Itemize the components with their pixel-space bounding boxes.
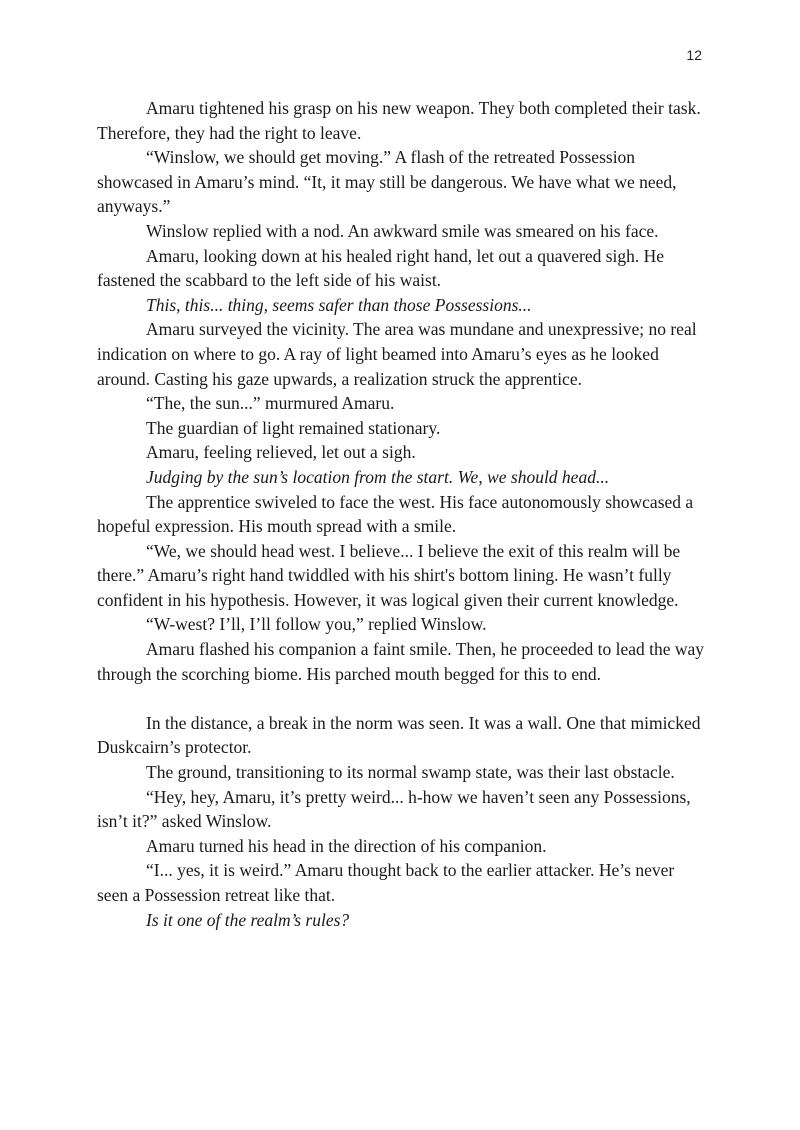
- paragraph: “W-west? I’ll, I’ll follow you,” replied Winslow.: [146, 614, 487, 635]
- paragraph: Amaru, feeling relieved, let out a sigh.: [146, 442, 416, 463]
- paragraph: “The, the sun...” murmured Amaru.: [146, 393, 395, 414]
- body-text: [97, 96, 709, 932]
- page-number: 12: [686, 47, 702, 63]
- paragraph: “We, we should head west. I believe... I believe the exit of this realm will be there.” Amaru’s right hand twiddled with his shirt's bottom lining. He wasn’t fully confident in his hypothesis. However, it was logical given their current knowledge.: [97, 540, 681, 610]
- section-break: [97, 686, 709, 711]
- paragraph: Amaru surveyed the vicinity. The area was mundane and unexpressive; no real indication on where to go. A ray of light beamed into Amaru’s eyes as he looked around. Casting his gaze upwards, a realization struck the apprentice.: [97, 319, 697, 389]
- paragraph: “I... yes, it is weird.” Amaru thought back to the earlier attacker. He’s never seen a Possession retreat like that.: [97, 860, 675, 905]
- thought-paragraph: This, this... thing, seems safer than those Possessions...: [146, 294, 532, 315]
- paragraph: “Winslow, we should get moving.” A flash of the retreated Possession showcased in Amaru’s mind. “It, it may still be dangerous. We have what we need, anyways.”: [97, 147, 677, 217]
- paragraph: Amaru turned his head in the direction of his companion.: [146, 835, 547, 856]
- thought-paragraph: Judging by the sun’s location from the start. We, we should head...: [146, 466, 610, 487]
- paragraph: In the distance, a break in the norm was seen. It was a wall. One that mimicked Duskcairn’s protector.: [97, 712, 701, 758]
- paragraph: “Hey, hey, Amaru, it’s pretty weird... h-how we haven’t seen any Possessions, isn’t it?” asked Winslow.: [97, 786, 691, 832]
- paragraph: Winslow replied with a nod. An awkward smile was smeared on his face.: [146, 220, 659, 241]
- thought-paragraph: Is it one of the realm’s rules?: [146, 909, 350, 930]
- paragraph: Amaru, looking down at his healed right hand, let out a quavered sigh. He fastened the scabbard to the left side of his waist.: [97, 245, 665, 291]
- paragraph: The ground, transitioning to its normal swamp state, was their last obstacle.: [146, 762, 675, 783]
- paragraph: Amaru flashed his companion a faint smile. Then, he proceeded to lead the way through the scorching biome. His parched mouth begged for this to end.: [97, 639, 705, 684]
- paragraph: The guardian of light remained stationary.: [146, 417, 441, 438]
- paragraph: The apprentice swiveled to face the west. His face autonomously showcased a hopeful expression. His mouth spread with a smile.: [97, 491, 694, 537]
- paragraph: Amaru tightened his grasp on his new weapon. They both completed their task. Therefore, they had the right to leave.: [97, 98, 701, 143]
